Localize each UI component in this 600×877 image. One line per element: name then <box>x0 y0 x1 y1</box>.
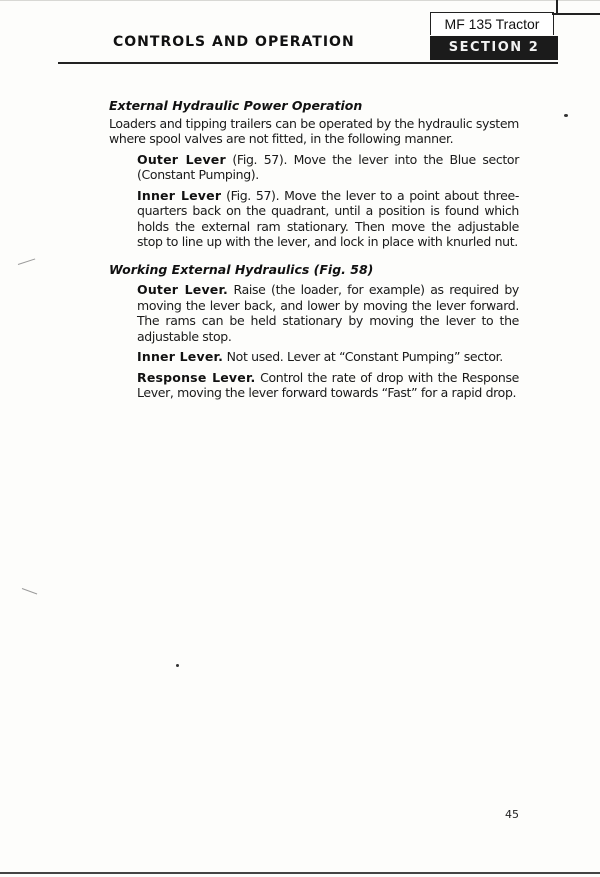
scan-mark <box>22 588 37 594</box>
response-lever-text: Control the rate of drop with the Response Lever, moving the lever forward towards “Fast” for a rapid drop. <box>137 369 520 400</box>
outer-lever-text: Raise (the loader, for example) as required by moving the lever back, and lower by moving the lever forward. The rams can be held stationary by moving the lever to the adjustable stop. <box>137 282 519 344</box>
term-outer-lever: Outer Lever <box>137 151 226 167</box>
header-rule <box>58 62 558 64</box>
paragraph-inner-lever <box>109 349 519 365</box>
scan-mark <box>18 258 35 265</box>
top-edge-line <box>0 0 600 1</box>
term-inner-lever: Inner Lever <box>137 187 222 203</box>
section-tab: SECTION 2 <box>430 36 558 60</box>
heading-external-hydraulic-power: External Hydraulic Power Operation <box>109 98 363 113</box>
term-response-lever: Response Lever. <box>137 369 256 385</box>
paragraph-outer-lever-fig57 <box>109 152 519 183</box>
term-outer-lever: Outer Lever. <box>137 282 228 297</box>
heading-working-external-hydraulics: Working External Hydraulics (Fig. 58) <box>109 261 374 277</box>
page-number: 45 <box>505 808 519 821</box>
section-title: CONTROLS AND OPERATION <box>113 34 355 50</box>
scan-speck <box>564 114 568 117</box>
paragraph-outer-lever <box>109 282 519 344</box>
model-label: MF 135 Tractor <box>430 12 554 35</box>
intro-paragraph: Loaders and tipping trailers can be operated by the hydraulic system where spool valves are not fitted, in the following manner. <box>109 115 519 146</box>
scan-speck <box>176 664 179 667</box>
outer-lever-text: (Fig. 57). Move the lever into the Blue sector (Constant Pumping). <box>137 151 519 182</box>
corner-line-vertical <box>556 0 558 14</box>
paragraph-response-lever <box>109 370 519 401</box>
page-content <box>109 98 519 401</box>
inner-lever-text: Not used. Lever at “Constant Pumping” sector. <box>223 349 503 364</box>
inner-lever-text: (Fig. 57). Move the lever to a point about three-quarters back on the quadrant, until a position is found which holds the external ram stationary. Then move the adjustable stop to line up with the lever, and lock in place with knurled nut. <box>137 187 519 249</box>
bottom-rule <box>0 872 600 874</box>
paragraph-inner-lever-fig57 <box>109 188 519 250</box>
corner-line-horizontal <box>552 13 600 15</box>
term-inner-lever: Inner Lever. <box>137 349 224 364</box>
